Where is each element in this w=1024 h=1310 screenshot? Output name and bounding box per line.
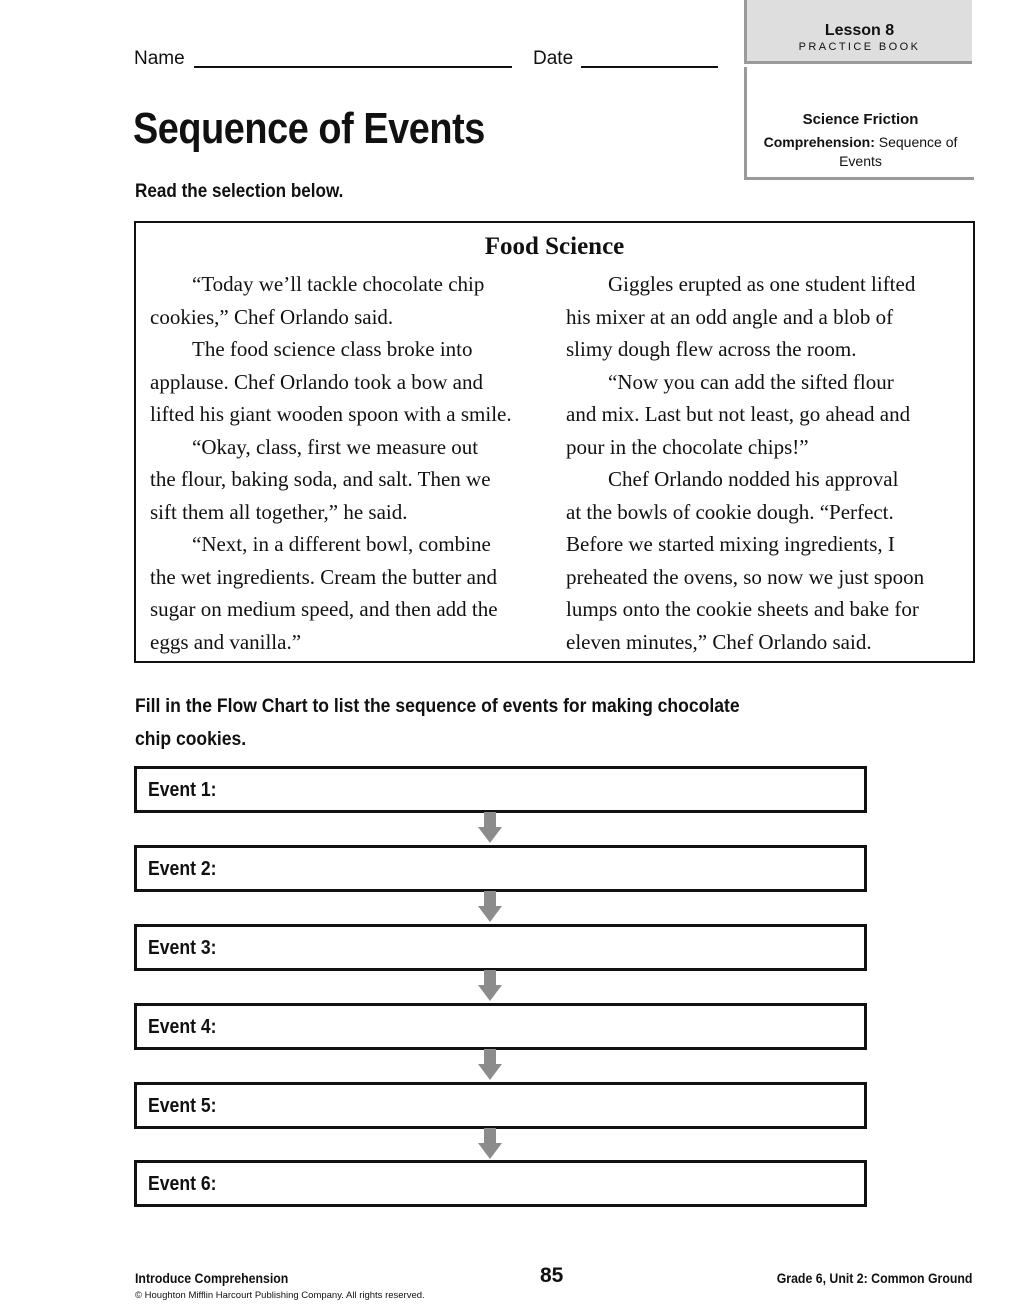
event-label: Event 3: [148,937,217,959]
passage-left-column [150,268,550,658]
passage-line: eggs and vanilla.” [150,629,302,654]
flow-instruction-line: Fill in the Flow Chart to list the sequence of events for making chocolate [135,695,740,717]
skill-name-1: Sequence of [878,134,958,150]
footer-section-label: Introduce Comprehension [135,1270,289,1286]
passage-line: slimy dough flew across the room. [566,337,857,361]
event-box-5[interactable] [134,1082,867,1129]
footer-unit-label: Grade 6, Unit 2: Common Ground [776,1270,972,1286]
passage-line: Before we started mixing ingredients, I [566,532,895,556]
down-arrow-icon [478,1128,502,1160]
down-arrow-icon [478,812,502,844]
passage-line: “Now you can add the sifted flour [608,369,894,394]
passage-line: preheated the ovens, so now we just spoon [566,564,925,589]
date-label: Date [533,48,574,69]
event-label: Event 2: [148,858,217,880]
event-label: Event 6: [148,1173,217,1195]
passage-line: Chef Orlando nodded his approval [608,467,899,491]
practice-book-label: PRACTICE BOOK [798,41,921,53]
event-box-6[interactable] [134,1160,867,1207]
passage-line: at the bowls of cookie dough. “Perfect. [566,499,894,524]
flow-instruction-line: chip cookies. [135,728,247,750]
lesson-info-box [744,67,974,180]
event-box-3[interactable] [134,924,867,971]
passage-line: sugar on medium speed, and then add the [150,597,498,621]
passage-line: lifted his giant wooden spoon with a smile. [150,402,512,426]
passage-line: eleven minutes,” Chef Orlando said. [566,629,872,654]
event-box-4[interactable] [134,1003,867,1050]
skill-description [747,133,974,171]
lesson-number: Lesson 8 [824,22,895,39]
passage-line: “Today we’ll tackle chocolate chip [192,272,485,296]
lesson-tab [744,0,972,64]
passage-line: the wet ingredients. Cream the butter and [150,564,497,589]
page-title: Sequence of Events [133,104,485,153]
passage-line: pour in the chocolate chips!” [566,434,809,459]
passage-line: The food science class broke into [192,337,473,361]
event-box-2[interactable] [134,845,867,892]
event-box-1[interactable] [134,766,867,813]
skill-label: Comprehension: [763,134,875,150]
copyright-notice: © Houghton Mifflin Harcourt Publishing Company. All rights reserved. [135,1290,425,1301]
story-title: Science Friction [802,111,919,128]
passage-line: Giggles erupted as one student lifted [608,272,916,296]
passage-line: his mixer at an odd angle and a blob of [566,304,894,329]
down-arrow-icon [478,1049,502,1081]
passage-right-column [566,268,966,658]
passage-line: the flour, baking soda, and salt. Then we [150,467,491,491]
passage-line: sift them all together,” he said. [150,499,408,524]
passage-title: Food Science [484,233,625,260]
event-label: Event 5: [148,1095,217,1117]
passage-box [134,221,975,663]
passage-line: “Next, in a different bowl, combine [192,532,491,556]
date-field[interactable] [581,66,718,68]
passage-line: lumps onto the cookie sheets and bake for [566,597,919,621]
event-label: Event 1: [148,779,217,801]
skill-name-2: Events [839,153,882,169]
passage-line: applause. Chef Orlando took a bow and [150,369,483,394]
passage-line: “Okay, class, first we measure out [192,434,479,459]
passage-line: and mix. Last but not least, go ahead and [566,402,911,426]
down-arrow-icon [478,891,502,923]
event-label: Event 4: [148,1016,217,1038]
passage-line: cookies,” Chef Orlando said. [150,304,394,329]
name-label: Name [134,48,185,69]
flow-chart-instruction [135,690,740,756]
down-arrow-icon [478,970,502,1002]
name-field[interactable] [194,66,512,68]
page-number: 85 [540,1264,564,1287]
reading-instruction: Read the selection below. [135,181,344,202]
